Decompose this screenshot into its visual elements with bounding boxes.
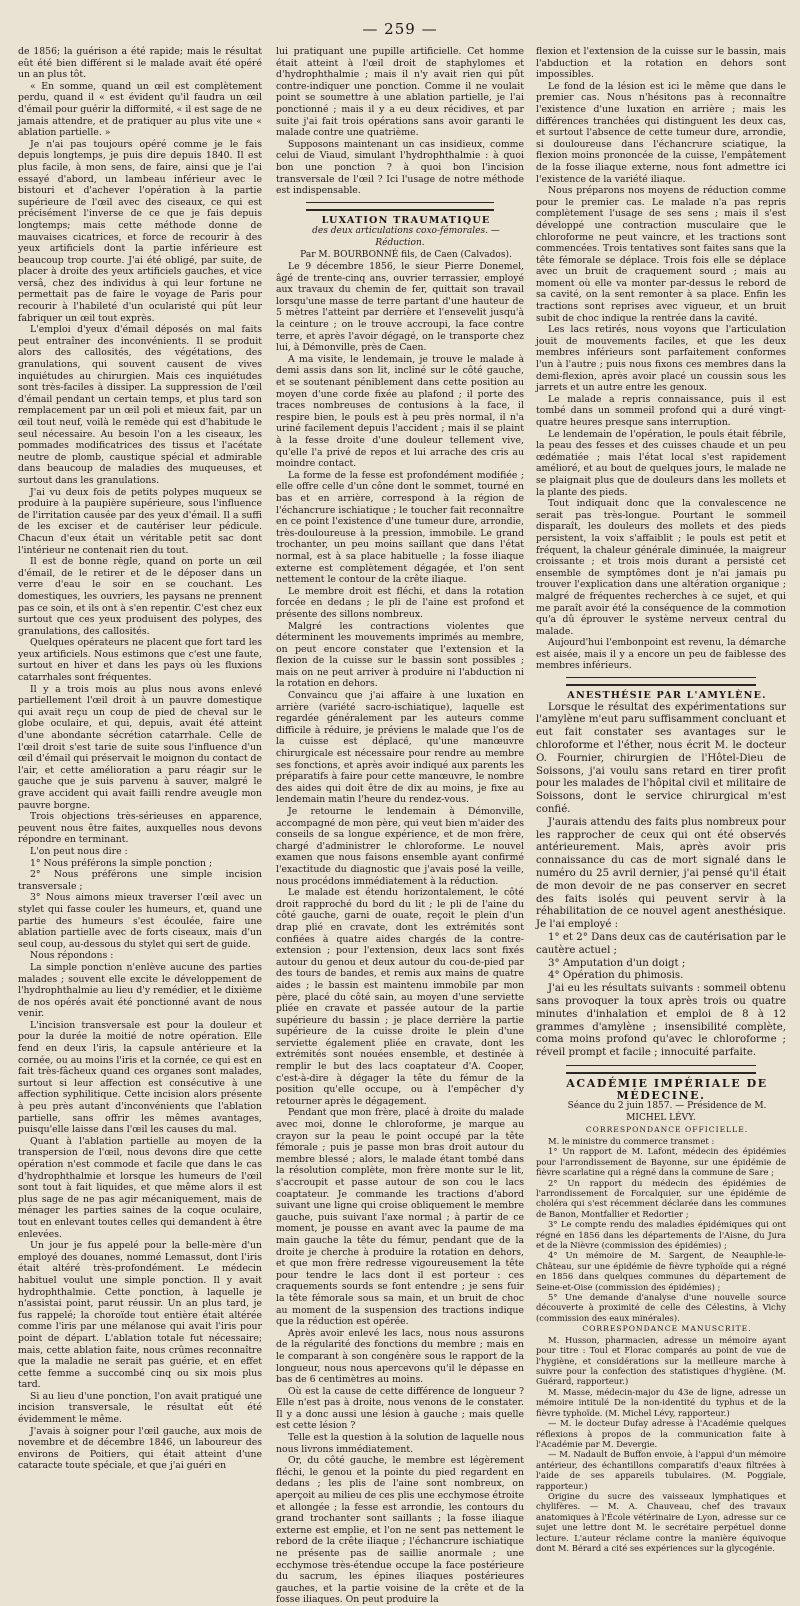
paragraph: Malgré les contractions violentes que déterminent les mouvements imprimés au membre, on peut encore constater que l'extension et la flexion de la cuisse sur le bassin sont possibles ; mais on ne peut arriver à produire ni l'abduction ni la rotation en dehors. (276, 620, 524, 690)
paragraph: Il est de bonne règle, quand on porte un œil d'émail, de le retirer et de le déposer dans un verre d'eau le soir en se couchant. Les domestiques, les ouvriers, les paysans ne prennent pas ce soin, et ils ont à s'en repentir. C'est chez eux surtout que ces yeux produisent des polypes, des granulations, des callosités. (18, 556, 262, 637)
article-byline: Par M. BOURBONNÉ fils, de Caen (Calvados). (300, 249, 512, 260)
session-line: Séance du 2 juin 1857. — Présidence de M. MICHEL LÉVY. (567, 1101, 767, 1123)
paragraph: — M. le docteur Dufay adresse à l'Académie quelques réflexions à propos de la communication faite à l'Académie par M. Devergie. (536, 1418, 786, 1449)
column-3 (536, 46, 786, 1553)
paragraph: 4° Opération du phimosis. (548, 970, 684, 982)
paragraph: Le malade est étendu horizontalement, le côté droit rapproché du bord du lit ; le pli de l'aine du côté gauche, garni de ouate, reçoit le plein d'un drap plié en cravate, dont les extrémités sont confiées à quatre aides chargés de la contre-extension ; pour l'extension, deux lacs sont fixés autour du genou et deux autour du cou-de-pied par des tours de bandes, et remis aux mains de quatre aides ; le bassin est maintenu immobile par mon père, placé du côté sain, au moyen d'une serviette pliée en cravate et passée autour de la partie supérieure du bassin ; je place derrière la partie supérieure de la cuisse droite le plein d'une serviette également pliée en cravate, dont les extrémités sont nouées ensemble, et destinée à remplir le but des lacs coaptateur d'A. Cooper, c'est-à-dire à dégager la tête du fémur de la position qu'elle occupe, ou à l'empêcher d'y retourner après le dégagement. (276, 887, 524, 1107)
paragraph: M. Masse, médecin-major du 43e de ligne, adresse un mémoire intitulé De la non-identité du typhus et de la fièvre typhoïde. (M. Michel Lévy, rapporteur.) (536, 1386, 786, 1418)
paragraph: J'aurais attendu des faits plus nombreux pour les rapprocher de ceux qui ont été observés antérieurement. Mais, après avoir pris connaissance du cas de mort signalé dans le numéro du 25 avril dernier, j'ai pensé qu'il était de mon devoir de ne pas conserver en secret des faits isolés qui peuvent servir à la réhabilitation de ce nouvel agent anesthésique. Je l'ai employé : (536, 816, 786, 931)
paragraph: 5° Une demande d'analyse d'une nouvelle source découverte à proximité de celle des Célestins, à Vichy (commission des eaux minérales). (536, 1292, 786, 1323)
paragraph: Supposons maintenant un cas insidieux, comme celui de Viaud, simulant l'hydrophthalmie : à quoi bon une ponction ? à quoi bon l'incision transversale de l'œil ? Ici l'usage de notre méthode est indispensable. (276, 138, 524, 197)
paragraph: Lorsque le résultat des expérimentations sur l'amylène m'eut paru suffisamment concluant et eut fait constater ses avantages sur le chloroforme et l'éther, nous écrit M. le docteur O. Fournier, chirurgien de l'Hôtel-Dieu de Soissons, j'ai voulu sans retard en tirer profit pour les malades de l'hôpital civil et militaire de Soissons, dont le service chirurgical m'est confié. (536, 701, 786, 816)
paragraph: Convaincu que j'ai affaire à une luxation en arrière (variété sacro-ischiatique), laquelle est regardée généralement par les auteurs comme difficile à réduire, je préviens le malade que l'os de la cuisse est déplacé, qu'une manœuvre chirurgicale est nécessaire pour rendre au membre ses fonctions, et après avoir indiqué aux parents les préparatifs à faire pour cette manœuvre, le nombre des aides qui doit être de dix au moins, je fixe au lendemain matin l'heure du rendez-vous. (276, 690, 524, 806)
paragraph: de 1856; la guérison a été rapide; mais le résultat eût été bien différent si le malade avait été opéré un an plus tôt. (18, 46, 262, 81)
paragraph: Trois objections très-sérieuses en apparence, peuvent nous être faites, auxquelles nous devons répondre en terminant. (18, 811, 262, 846)
paragraph: Où est la cause de cette différence de longueur ? Elle n'est pas à droite, nous venons de le constater. Il y a donc aussi une lésion à gauche ; mais quelle est cette lésion ? (276, 1385, 524, 1432)
paragraph: Nous préparons nos moyens de réduction comme pour le premier cas. Le malade n'a pas repris complètement l'usage de ses sens ; mais il s'est développé une contraction musculaire que le chloroforme ne peut vaincre, et les tractions sont commencées. Trois tentatives sont faites sans que la tête fémorale se déplace. Trois fois elle se déplace avec un bruit de craquement sourd ; mais au moment où elle va monter par-dessus le rebord de sa cavité, on la sent remonter à sa place. Enfin les tractions sont reprises avec vigueur, et un bruit subit de choc indique la rentrée dans la cavité. (536, 185, 786, 324)
section-divider (566, 677, 756, 686)
paragraph: La forme de la fesse est profondément modifiée ; elle offre celle d'un cône dont le sommet, tourné en bas et en arrière, correspond à la région de l'échancrure ischiatique ; le toucher fait reconnaître en ce point l'existence d'une tumeur dure, arrondie, très-douloureuse à la pression, immobile. Le grand trochanter, un peu moins saillant que dans l'état normal, est à sa place habituelle ; la fosse iliaque externe est complètement dégagée, et l'on sent nettement le contour de la crête iliaque. (276, 469, 524, 586)
column-1 (18, 46, 262, 1472)
article-title: LUXATION TRAUMATIQUE (321, 214, 491, 226)
page-number: — 259 — (362, 20, 438, 38)
paragraph: Les lacs retirés, nous voyons que l'articulation jouit de mouvements faciles, et que les deux membres inférieurs sont parfaitement conformes l'un à l'autre ; puis nous fixons ces membres dans la demi-flexion, après avoir placé un coussin sous les jarrets et un autre entre les genoux. (536, 324, 786, 394)
paragraph: La simple ponction n'enlève aucune des parties malades ; souvent elle excite le développement de l'hydrophthalmie au lieu d'y remédier, et le dixième de nos opérés avait été ponctionné avant de nous venir. (18, 961, 262, 1020)
section-divider (566, 1065, 756, 1074)
paragraph: Le fond de la lésion est ici le même que dans le premier cas. Nous n'hésitons pas à reconnaître l'existence d'une luxation en arrière ; mais les différences tranchées qui distinguent les deux cas, et surtout l'absence de cette tumeur dure, arrondie, si douloureuse dans l'échancrure sciatique, la flexion moins prononcée de la cuisse, l'empâtement de la fosse iliaque externe, nous font admettre ici l'existence de la variété iliaque. (536, 80, 786, 185)
paragraph: L'on peut nous dire : (30, 845, 128, 857)
paragraph: 3° Le compte rendu des maladies épidémiques qui ont régné en 1856 dans les départements de l'Aisne, du Jura et de la Nièvre (commission des épidémies) ; (536, 1219, 786, 1250)
paragraph: Origine du sucre des vaisseaux lymphatiques et chylifères. — M. A. Chauveau, chef des travaux anatomiques à l'École vétérinaire de Lyon, adresse sur ce sujet une lettre dont M. le secrétaire perpétuel donne lecture. L'auteur réclame contre la manière équivoque dont M. Bérard a cité ses expériences sur la glycogénie. (536, 1490, 786, 1553)
paragraph: Un jour je fus appelé pour la belle-mère d'un employé des douanes, nommé Lemassut, dont l'iris était altéré très-profondément. Le médecin habituel voulut une simple ponction. Il y avait hydrophthalmie. Cette ponction, à laquelle je n'assistai point, parut réussir. Un an plus tard, je fus rappelé; la choroïde tout entière était altérée comme l'iris par une mélanose qui avait l'iris pour point de départ. L'ablation totale fut nécessaire; mais, cette ablation faite, nous crûmes reconnaître que la maladie ne serait pas guérie, et en effet cette femme a succombé cinq ou six mois plus tard. (18, 1240, 262, 1391)
paragraph: 2° Un rapport du médecin des épidémies de l'arrondissement de Forcalquier, sur une épidémie de choléra qui s'est récemment déclarée dans les communes de Banon, Montfallier et Redortier ; (536, 1177, 786, 1219)
paragraph: 2° Nous préférons une simple incision transversale ; (18, 869, 262, 892)
paragraph: — M. Nadault de Buffon envoie, à l'appui d'un mémoire antérieur, des échantillons comparatifs d'eaux filtrées à l'aide de ses appareils tubulaires. (M. Poggiale, rapporteur.) (536, 1449, 786, 1491)
paragraph: Quelques opérateurs ne placent que fort tard les yeux artificiels. Nous estimons que c'est une faute, surtout en hiver et dans les pays où les fluxions catarrhales sont fréquentes. (18, 637, 262, 684)
paragraph: A ma visite, le lendemain, je trouve le malade à demi assis dans son lit, incliné sur le côté gauche, et se soutenant péniblement dans cette position au moyen d'une corde fixée au plafond ; il porte des traces nombreuses de contusions à la face, il respire bien, le pouls est à peu près normal, il n'a uriné facilement depuis l'accident ; mais il se plaint à la fesse droite d'une douleur tellement vive, qu'elle l'a privé de repos et lui arrache des cris au moindre contact. (276, 353, 524, 470)
paragraph: M. Husson, pharmacien, adresse un mémoire ayant pour titre : Toul et Florac comparés au point de vue de l'hygiène, et considérations sur la meilleure marche à suivre pour la confection des statistiques d'hygiène. (M. Guérard, rapporteur.) (536, 1334, 786, 1387)
paragraph: flexion et l'extension de la cuisse sur le bassin, mais l'abduction et la rotation en dehors sont impossibles. (536, 46, 786, 81)
section-title: ACADÉMIE IMPÉRIALE DE MÉDECINE. (566, 1076, 768, 1102)
section-divider (306, 202, 494, 211)
paragraph: Le malade a repris connaissance, puis il est tombé dans un sommeil profond qui a duré vingt-quatre heures presque sans interruption. (536, 393, 786, 428)
paragraph: Je n'ai pas toujours opéré comme je le fais depuis longtemps, je puis dire depuis 1840. Il est plus facile, à mon sens, de faire, ainsi que je l'ai essayé d'abord, un lambeau inférieur avec le bistouri et d'achever l'opération à la partie supérieure de l'œil avec des ciseaux, ce qui est précisément l'inverse de ce que je fais depuis longtemps; mais cette méthode donne de mauvaises cicatrices, et force de recourir à des yeux artificiels dont la partie inférieure est beaucoup trop courte. J'ai été obligé, par suite, de placer à droite des yeux artificiels gauches, et vice versâ, chez des individus à qui leur fortune ne permettait pas de faire le voyage de Paris pour recourir à l'habileté d'un ocularisté qui pût leur fabriquer un œil tout exprès. (18, 138, 262, 324)
paragraph: « En somme, quand un œil est complètement perdu, quand il « est évident qu'il faudra un œil d'émail pour guérir la difformité, « il est sage de ne jamais attendre, et de pratiquer au plus vite une « ablation partielle. » (18, 80, 262, 139)
paragraph: 1° Un rapport de M. Lafont, médecin des épidémies pour l'arrondissement de Bayonne, sur une épidémie de fièvre scarlatine qui a régné dans la commune de Sare ; (536, 1146, 786, 1178)
subsection-title: CORRESPONDANCE MANUSCRITE. (582, 1324, 752, 1334)
paragraph: Quant à l'ablation partielle au moyen de la transpersion de l'œil, nous devons dire que cette opération n'est commode et facile que dans le cas d'hydrophthalmie et lorsque les humeurs de l'œil sont tout à fait liquides, et que même alors il est plus sage de ne pas agir mécaniquement, mais de ménager les parties saines de la coque oculaire, tout en enlevant toutes celles qui demandent à être enlevées. (18, 1135, 262, 1240)
paragraph: 4° Un mémoire de M. Sargent, de Neauphle-le-Château, sur une épidémie de fièvre typhoïde qui a régné en 1856 dans quelques communes du département de Seine-et-Oise (commission des épidémies) ; (536, 1250, 786, 1292)
paragraph: M. le ministre du commerce transmet : (548, 1135, 715, 1146)
paragraph: J'ai eu les résultats suivants : sommeil obtenu sans provoquer la toux après trois ou quatre minutes d'inhalation et emploi de 8 à 12 grammes d'amylène ; insensibilité complète, coma moins profond qu'avec le chloroforme ; réveil prompt et facile ; innocuité parfaite. (536, 983, 786, 1059)
paragraph: 3° Amputation d'un doigt ; (548, 957, 686, 969)
paragraph: Telle est la question à la solution de laquelle nous nous livrons immédiatement. (276, 1432, 524, 1455)
paragraph: L'emploi d'yeux d'émail déposés on mal faits peut entraîner des inconvénients. Il se produit alors des callosités, des végétations, des granulations, qui souvent causent de vives inquiétudes au chirurgien. Mais ces inquiétudes sont très-faciles à dissiper. La suppression de l'œil d'émail pendant un certain temps, et plus tard son remplacement par un œil poli et mieux fait, par un œil tout neuf, voilà le remède qui est d'habitude le seul nécessaire. Au besoin l'on a les ciseaux, les pommades modificatrices des tissus et l'acétate neutre de plomb, caustique spécial et admirable dans beaucoup de maladies des muqueuses, et surtout dans les granulations. (18, 324, 262, 486)
article-subtitle: des deux articulations coxo-fémorales. — Réduction. (312, 226, 500, 248)
paragraph: Aujourd'hui l'embonpoint est revenu, la démarche est aisée, mais il y a encore un peu de faiblesse des membres inférieurs. (536, 637, 786, 672)
paragraph: J'ai vu deux fois de petits polypes muqueux se produire à la paupière supérieure, sous l'influence de l'irritation causée par des yeux d'émail. Il a suffi de les exciser et de cautériser leur pédicule. Chacun d'eux était un véritable petit sac dont l'intérieur ne contenait rien du tout. (18, 486, 262, 556)
paragraph: Il y a trois mois au plus nous avons enlevé partiellement l'œil droit à un pauvre domestique qui avait reçu un coup de pied de cheval sur le globe oculaire, et qui, depuis, avait été atteint d'une abondante sécrétion catarrhale. Celle de l'œil droit s'est tarie de suite sous l'influence d'un œil d'émail qui préservait le moignon du contact de l'air, et cette amélioration a paru réagir sur le gauche que je suis parvenu à sauver, malgré le grave accident qui avait failli rendre aveugle mon pauvre borgne. (18, 683, 262, 811)
paragraph: 3° Nous aimons mieux traverser l'œil avec un stylet qui fasse couler les humeurs, et, quand une partie des humeurs s'est écoulée, faire une ablation partielle avec de forts ciseaux, mais d'un seul coup, au-dessous du stylet qui sert de guide. (18, 892, 262, 950)
column-2 (276, 46, 524, 1606)
paragraph: L'incision transversale est pour la douleur et pour la durée la moitié de notre opération. Elle fend en deux l'iris, la capsule antérieure et la cornée, ou au moins l'iris et la cornée, ce qui est en fait très-fâcheux quand ces organes sont malades, surtout si leur affection est consécutive à une affection syphilitique. Cette incision alors présente à peu près autant d'inconvénients que l'ablation partielle, sans offrir les mêmes avantages, puisqu'elle laisse dans l'œil les causes du mal. (18, 1019, 262, 1136)
paragraph: 1° et 2° Dans deux cas de cautérisation par le cautère actuel ; (536, 932, 786, 956)
paragraph: Tout indiquait donc que la convalescence ne serait pas très-longue. Pourtant le sommeil disparaît, les douleurs des mollets et des pieds persistent, la voix s'affaiblit ; le pouls est petit et fréquent, la chaleur générale diminuée, la maigreur croissante ; et trois mois durant a persisté cet ensemble de symptômes dont je n'ai jamais pu trouver l'explication dans une altération organique ; malgré de fréquentes recherches à ce sujet, et qui me paraît avoir été la conséquence de la commotion qu'a dû éprouver le système nerveux central du malade. (536, 498, 786, 637)
paragraph: J'avais à soigner pour l'œil gauche, aux mois de novembre et de décembre 1846, un laboureur des environs de Poitiers, qui était atteint d'une cataracte toute spéciale, et que j'ai guéri en (18, 1425, 262, 1472)
paragraph: Pendant que mon frère, placé à droite du malade avec moi, donne le chloroforme, je marque au crayon sur la peau le point occupé par la tête fémorale ; puis je passe mon bras droit autour du membre blessé ; alors, le malade étant tombé dans la résolution complète, mon frère monte sur le lit, s'accroupit et passe autour de son cou le lacs coaptateur. Je commande les tractions d'abord suivant une ligne qui croise obliquement le membre gauche, puis suivant l'axe normal ; à partir de ce moment, je pousse en avant avec la paume de ma main gauche la tête du fémur, pendant que de la droite je cherche à produire la rotation en dehors, et que mon frère redresse vigoureusement la tête pour tendre le lacs dont il est porteur : ces craquements sourds se font entendre ; je sens fuir la tête fémorale sous sa main, et un bruit de choc au moment de la suspension des tractions indique que la réduction est opérée. (276, 1107, 524, 1328)
paragraph: Si au lieu d'une ponction, l'on avait pratiqué une incision transversale, le résultat eût été évidemment le même. (18, 1390, 262, 1426)
paragraph: Le membre droit est fléchi, et dans la rotation forcée en dedans ; le pli de l'aine est profond et présente des sillons nombreux. (276, 585, 524, 620)
paragraph: Nous répondons : (30, 950, 114, 962)
paragraph: Je retourne le lendemain à Démonville, accompagné de mon père, qui veut bien m'aider des conseils de sa longue expérience, et de mon frère, chargé d'administrer le chloroforme. Le nouvel examen que nous faisons ensemble ayant confirmé l'exactitude du diagnostic que j'avais posé la veille, nous procédons immédiatement à la réduction. (276, 806, 524, 887)
paragraph: lui pratiquant une pupille artificielle. Cet homme était atteint à l'œil droit de staphylomes et d'hydrophthalmie ; mais il n'y avait rien qui pût contre-indiquer une ponction. Comme il ne voulait point se soumettre à une ablation partielle, je l'ai ponctionné ; mais il y a eu deux récidives, et par suite j'ai fait trois opérations sans avoir garanti le malade contre une quatrième. (276, 46, 524, 139)
paragraph: 1° Nous préférons la simple ponction ; (30, 857, 213, 869)
paragraph: Le 9 décembre 1856, le sieur Pierre Donemel, âgé de trente-cinq ans, ouvrier terrassier, employé aux travaux du chemin de fer, quittait son travail lorsqu'une masse de terre partant d'une hauteur de 5 mètres l'atteint par derrière et l'ensevelit jusqu'à la ceinture ; on le trouve accroupi, la face contre terre, et après l'avoir dégagé, on le transporte chez lui, à Démonville, près de Caen. (276, 261, 524, 354)
article-title: ANESTHÉSIE PAR L'AMYLÈNE. (567, 690, 767, 702)
paragraph: Le lendemain de l'opération, le pouls était fébrile, la peau des fesses et des cuisses chaude et un peu œdématiée ; mais l'état local s'est rapidement amélioré, et au bout de quelques jours, le malade ne se plaignait plus que de douleurs dans les mollets et la plante des pieds. (536, 428, 786, 498)
paragraph: Après avoir enlevé les lacs, nous nous assurons de la régularité des fonctions du membre ; mais en le comparant à son congénère sous le rapport de la longueur, nous nous apercevons qu'il le dépasse en bas de 6 centimètres au moins. (276, 1327, 524, 1386)
subsection-title: CORRESPONDANCE OFFICIELLE. (585, 1125, 749, 1135)
paragraph: Or, du côté gauche, le membre est légèrement fléchi, le genou et la pointe du pied regardent en dedans ; les plis de l'aine sont nombreux, on aperçoit au milieu de ces plis une ecchymose étroite et allongée ; la fesse est arrondie, les contours du grand trochanter sont saillants ; la fosse iliaque externe est emplie, et l'on ne sent pas nettement le rebord de la crête iliaque ; l'échancrure ischiatique ne présente pas de saillie anormale ; une ecchymose très-étendue occupe la face postérieure du sacrum, les épines iliaques postérieures gauches, et la partie voisine de la crête et de la fosse iliaques. On peut produire la (276, 1455, 524, 1606)
